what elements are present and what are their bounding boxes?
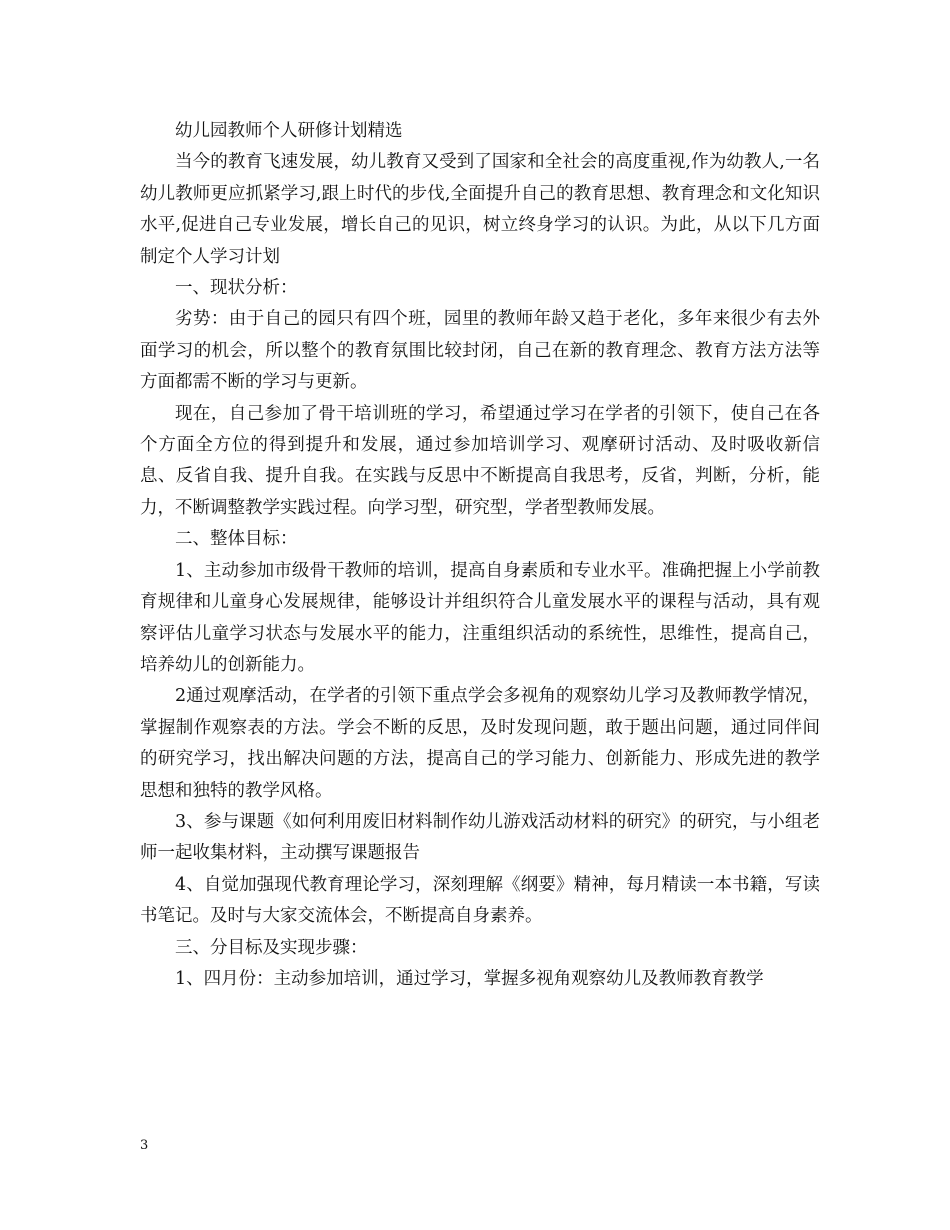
section-heading-status: 一、现状分析： [175, 278, 298, 299]
goal-item-1: 1、主动参加市级骨干教师的培训，提高自身素质和专业水平。准确把握上小学前教育规律和儿童身心发展规律，能够设计并组织符合儿童发展水平的课程与活动，具有观察评估儿童学习状态与发展水平的能力，注重组织活动的系统性，思维性，提高自己，培养幼儿的创新能力。 [140, 560, 820, 675]
goal-item-2: 2通过观摩活动，在学者的引领下重点学会多视角的观察幼儿学习及教师教学情况，掌握制作观察表的方法。学会不断的反思，及时发现问题，敢于题出问题，通过同伴间的研究学习，找出解决问题的方法，提高自己的学习能力、创新能力、形成先进的教学思想和独特的教学风格。 [140, 686, 820, 801]
step-item-1: 1、四月份：主动参加培训，通过学习，掌握多视角观察幼儿及教师教育教学 [175, 968, 764, 989]
page-number: 3 [140, 1138, 149, 1153]
document-body [140, 116, 820, 995]
current-paragraph: 现在，自己参加了骨干培训班的学习，希望通过学习在学者的引领下，使自己在各个方面全方位的得到提升和发展，通过参加培训学习、观摩研讨活动、及时吸收新信息、反省自我、提升自我。在实践与反思中不断提高自我思考，反省，判断，分析，能力，不断调整教学实践过程。向学习型，研究型，学者型教师发展。 [140, 403, 820, 518]
section-heading-steps: 三、分目标及实现步骤： [175, 937, 368, 958]
weakness-paragraph: 劣势：由于自己的园只有四个班，园里的教师年龄又趋于老化，多年来很少有去外面学习的机会，所以整个的教育氛围比较封闭，自己在新的教育理念、教育方法方法等方面都需不断的学习与更新。 [140, 309, 820, 393]
section-heading-goals: 二、整体目标： [175, 529, 298, 550]
document-title: 幼儿园教师个人研修计划精选 [175, 121, 403, 141]
goal-item-4: 4、自觉加强现代教育理论学习，深刻理解《纲要》精神，每月精读一本书籍，写读书笔记。及时与大家交流体会，不断提高自身素养。 [140, 874, 820, 927]
goal-item-3: 3、参与课题《如何利用废旧材料制作幼儿游戏活动材料的研究》的研究，与小组老师一起收集材料，主动撰写课题报告 [140, 811, 820, 864]
intro-paragraph: 当今的教育飞速发展，幼儿教育又受到了国家和全社会的高度重视,作为幼教人,一名幼儿教师更应抓紧学习,跟上时代的步伐,全面提升自己的教育思想、教育理念和文化知识水平,促进自己专业发展，增长自己的见识，树立终身学习的认识。为此，从以下几方面制定个人学习计划 [140, 152, 820, 267]
